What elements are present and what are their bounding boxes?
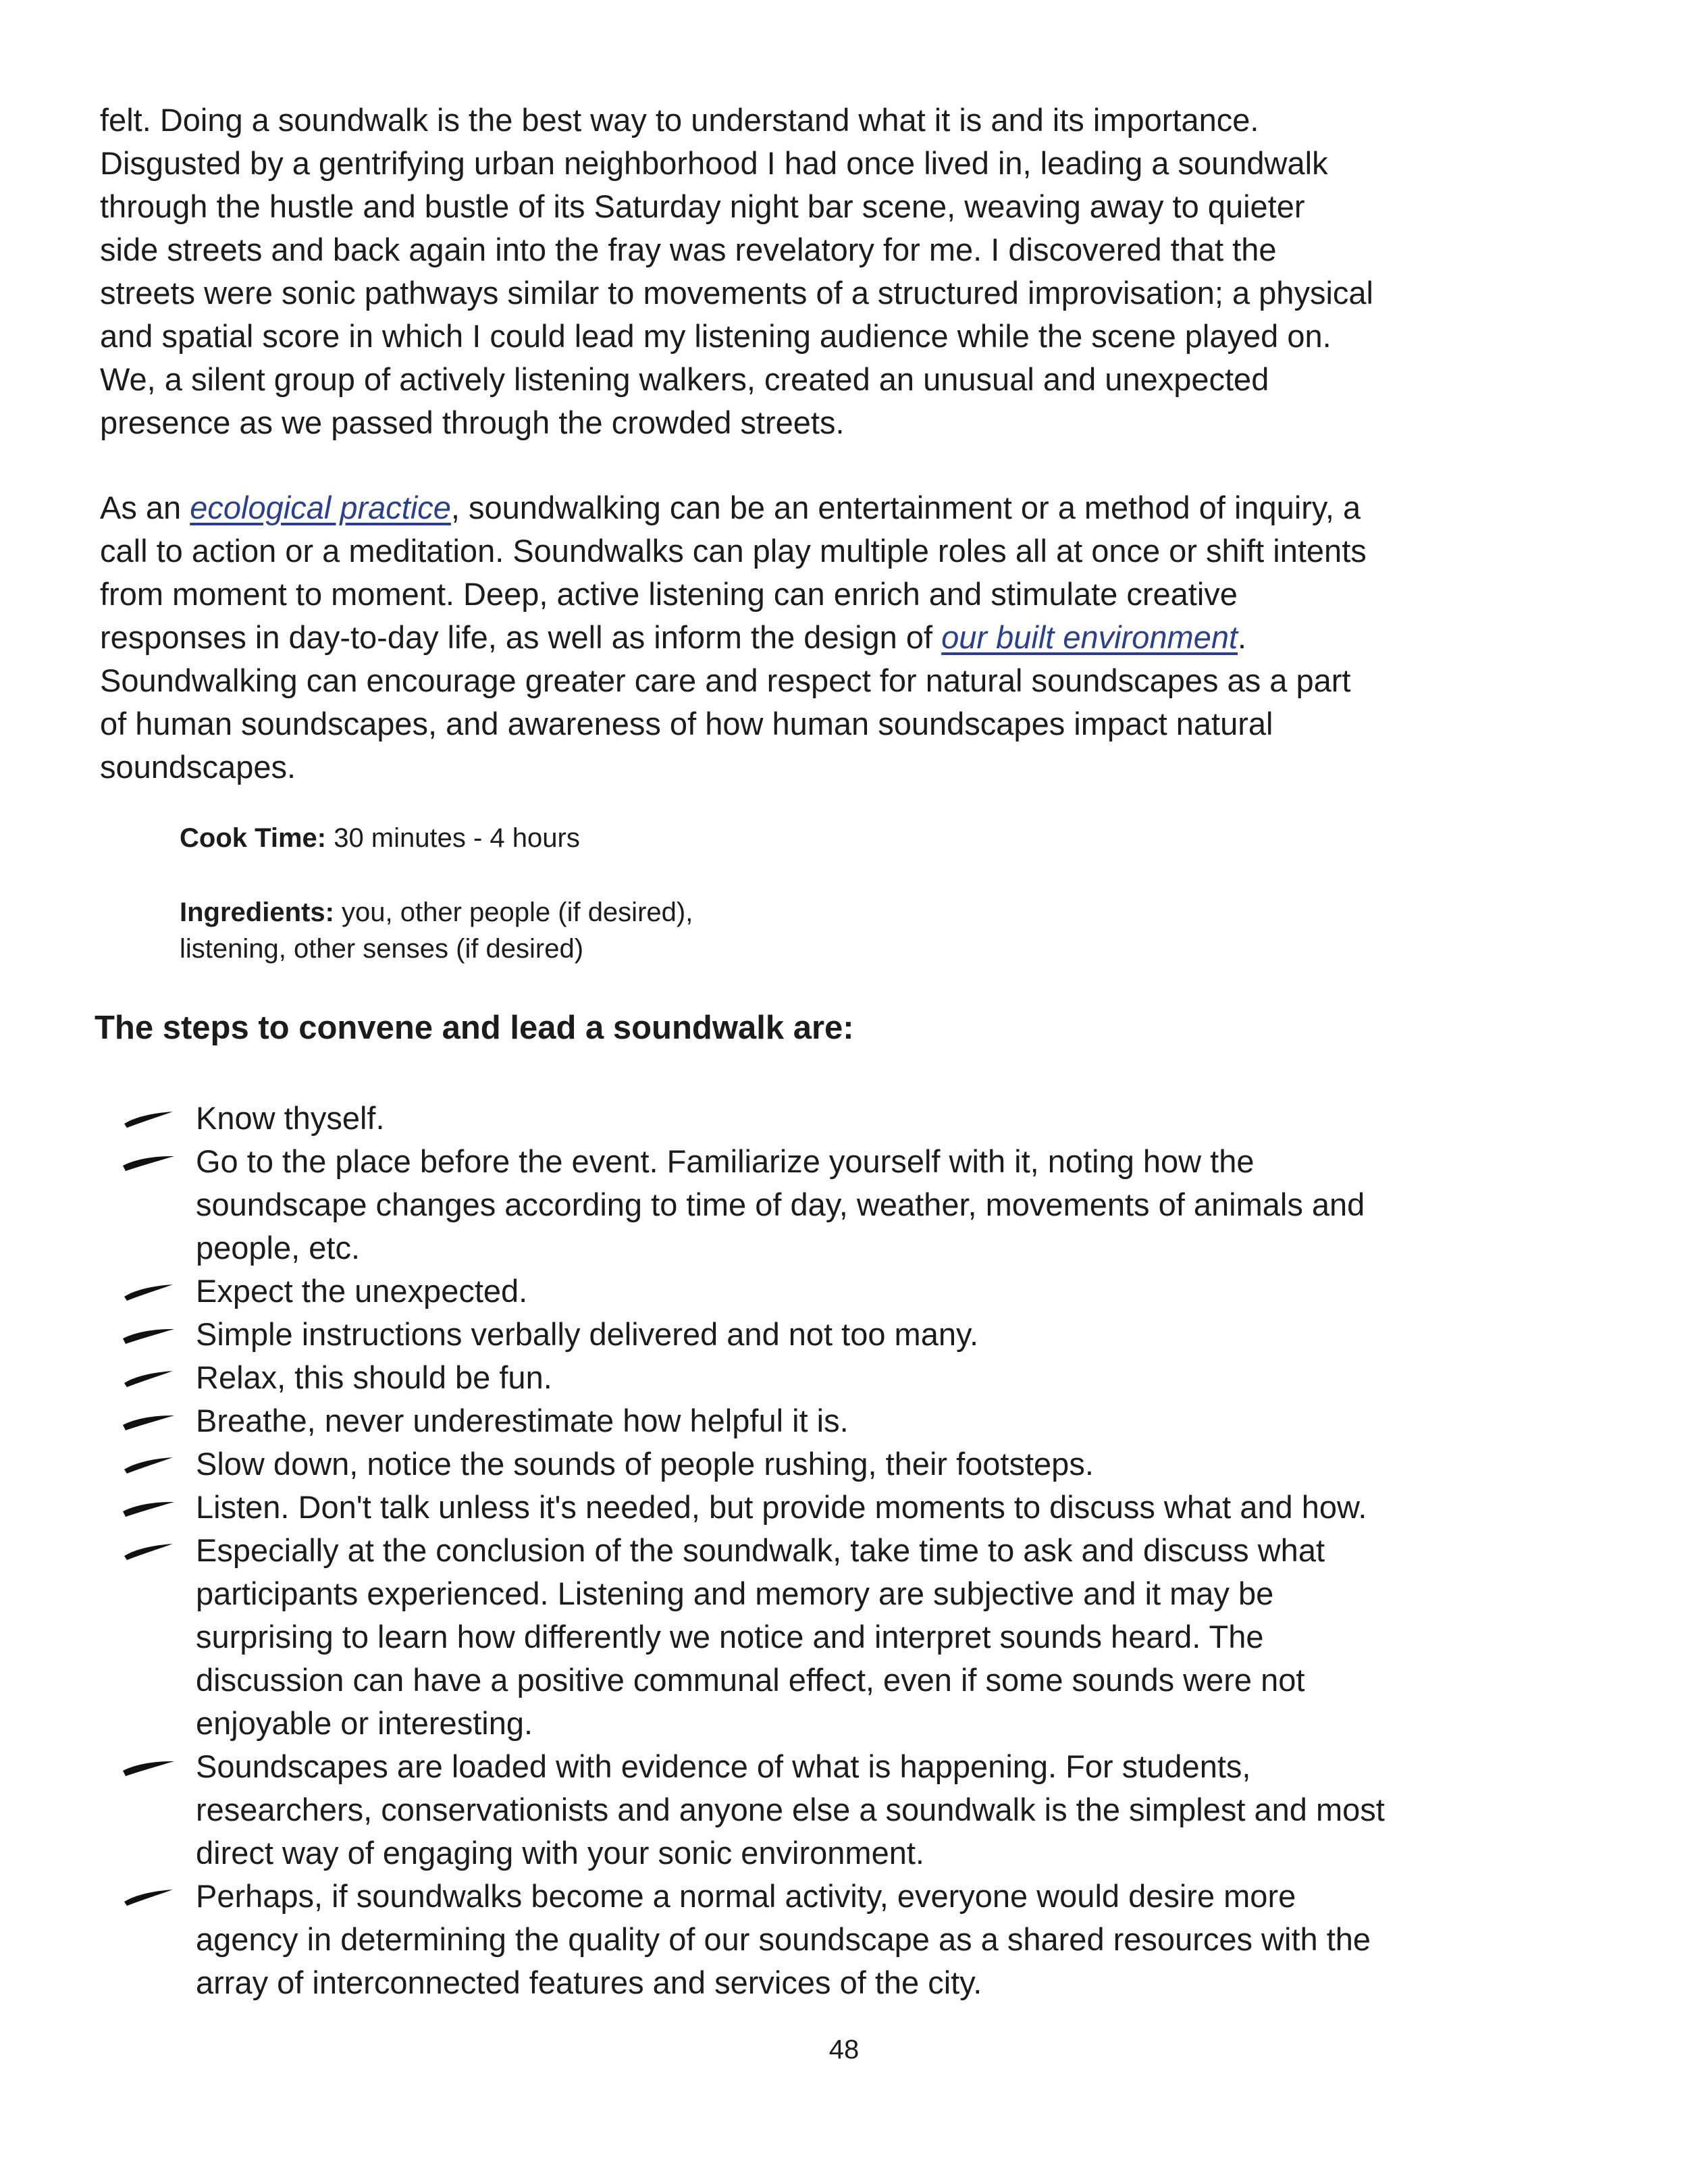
paragraph-line: and spatial score in which I could lead my listening audience while the scene played on. (100, 318, 1331, 354)
brush-stroke-bullet-icon (122, 1538, 176, 1563)
steps-list (0, 1097, 1688, 2004)
step-text-line: enjoyable or interesting. (196, 1705, 533, 1741)
line-text: As an (100, 490, 190, 525)
paragraph-line: We, a silent group of actively listening walkers, created an unusual and unexpected (100, 361, 1269, 397)
step-text-line: Know thyself. (196, 1100, 385, 1136)
paragraph-line: felt. Doing a soundwalk is the best way to understand what it is and its importance. (100, 102, 1259, 138)
paragraph-line: presence as we passed through the crowded streets. (100, 405, 845, 440)
ingredients-value: you, other people (if desired), (334, 898, 693, 927)
built-environment-link[interactable]: our built environment (941, 619, 1238, 655)
step-text-line: array of interconnected features and services of the city. (196, 1965, 982, 2000)
brush-stroke-bullet-icon (122, 1106, 176, 1130)
step-text-line: participants experienced. Listening and memory are subjective and it may be (196, 1576, 1274, 1611)
step-text-line: Expect the unexpected. (196, 1273, 528, 1309)
step-item (0, 1356, 1688, 1399)
step-text-line: soundscape changes according to time of day, weather, movements of animals and (196, 1187, 1365, 1222)
step-item (0, 1140, 1688, 1270)
intro-paragraph (100, 99, 1606, 444)
cook-time (180, 820, 580, 856)
paragraph-line: Soundwalking can encourage greater care and respect for natural soundscapes as a part (100, 662, 1351, 698)
ingredients-label: Ingredients: (180, 898, 334, 927)
page-number: 48 (828, 2035, 860, 2064)
paragraph-line: streets were sonic pathways similar to movements of a structured improvisation; a physical (100, 275, 1373, 311)
brush-stroke-bullet-icon (122, 1279, 176, 1303)
brush-stroke-bullet-icon (122, 1409, 176, 1433)
ingredients-line (180, 894, 693, 931)
ecological-practice-paragraph (100, 486, 1606, 789)
cook-time-value: 30 minutes - 4 hours (326, 823, 580, 853)
step-text-line: Listen. Don't talk unless it's needed, but provide moments to discuss what and how. (196, 1489, 1367, 1525)
step-text-line: Relax, this should be fun. (196, 1359, 552, 1395)
line-text: . (1238, 619, 1247, 655)
step-item (0, 1442, 1688, 1486)
paragraph-line (100, 616, 1606, 659)
step-text-line: agency in determining the quality of our soundscape as a shared resources with the (196, 1921, 1371, 1957)
step-text-line: direct way of engaging with your sonic environment. (196, 1835, 924, 1871)
ingredients-line: listening, other senses (if desired) (180, 934, 584, 964)
steps-heading: The steps to convene and lead a soundwalk are: (95, 1010, 854, 1046)
line-text: responses in day-to-day life, as well as inform the design of (100, 619, 942, 655)
paragraph-line: call to action or a meditation. Soundwalks can play multiple roles all at once or shift intents (100, 533, 1367, 569)
step-text-line: Perhaps, if soundwalks become a normal activity, everyone would desire more (196, 1878, 1296, 1914)
paragraph-line: through the hustle and bustle of its Saturday night bar scene, weaving away to quieter (100, 188, 1305, 224)
step-item (0, 1097, 1688, 1140)
step-text-line: discussion can have a positive communal effect, even if some sounds were not (196, 1662, 1305, 1698)
step-text-line: Soundscapes are loaded with evidence of what is happening. For students, (196, 1748, 1251, 1784)
step-text-line: Slow down, notice the sounds of people rushing, their footsteps. (196, 1446, 1094, 1482)
brush-stroke-bullet-icon (122, 1884, 176, 1908)
brush-stroke-bullet-icon (122, 1495, 176, 1519)
brush-stroke-bullet-icon (122, 1754, 176, 1779)
paragraph-line: Disgusted by a gentrifying urban neighborhood I had once lived in, leading a soundwalk (100, 145, 1328, 181)
paragraph-line: from moment to moment. Deep, active listening can enrich and stimulate creative (100, 576, 1238, 612)
step-text-line: researchers, conservationists and anyone else a soundwalk is the simplest and most (196, 1792, 1385, 1827)
paragraph-line (100, 486, 1606, 529)
step-text-line: Go to the place before the event. Familiarize yourself with it, noting how the (196, 1143, 1255, 1179)
line-text: , soundwalking can be an entertainment or a method of inquiry, a (450, 490, 1361, 525)
paragraph-line: of human soundscapes, and awareness of how human soundscapes impact natural (100, 706, 1273, 742)
step-item (0, 1529, 1688, 1745)
step-item (0, 1399, 1688, 1442)
step-text-line: Simple instructions verbally delivered and not too many. (196, 1316, 979, 1352)
paragraph-line: soundscapes. (100, 749, 296, 785)
paragraph-line: side streets and back again into the fray was revelatory for me. I discovered that the (100, 232, 1277, 267)
cook-time-label: Cook Time: (180, 823, 327, 853)
brush-stroke-bullet-icon (122, 1452, 176, 1476)
step-item (0, 1745, 1688, 1875)
step-text-line: surprising to learn how differently we notice and interpret sounds heard. The (196, 1619, 1264, 1655)
step-text-line: people, etc. (196, 1230, 361, 1266)
step-text-line: Breathe, never underestimate how helpful it is. (196, 1403, 849, 1438)
brush-stroke-bullet-icon (122, 1322, 176, 1347)
step-item (0, 1486, 1688, 1529)
step-item (0, 1875, 1688, 2004)
step-text-line: Especially at the conclusion of the soundwalk, take time to ask and discuss what (196, 1532, 1325, 1568)
brush-stroke-bullet-icon (122, 1366, 176, 1390)
brush-stroke-bullet-icon (122, 1149, 176, 1174)
step-item (0, 1313, 1688, 1356)
ingredients (180, 894, 693, 967)
step-item (0, 1270, 1688, 1313)
ecological-practice-link[interactable]: ecological practice (190, 490, 451, 525)
